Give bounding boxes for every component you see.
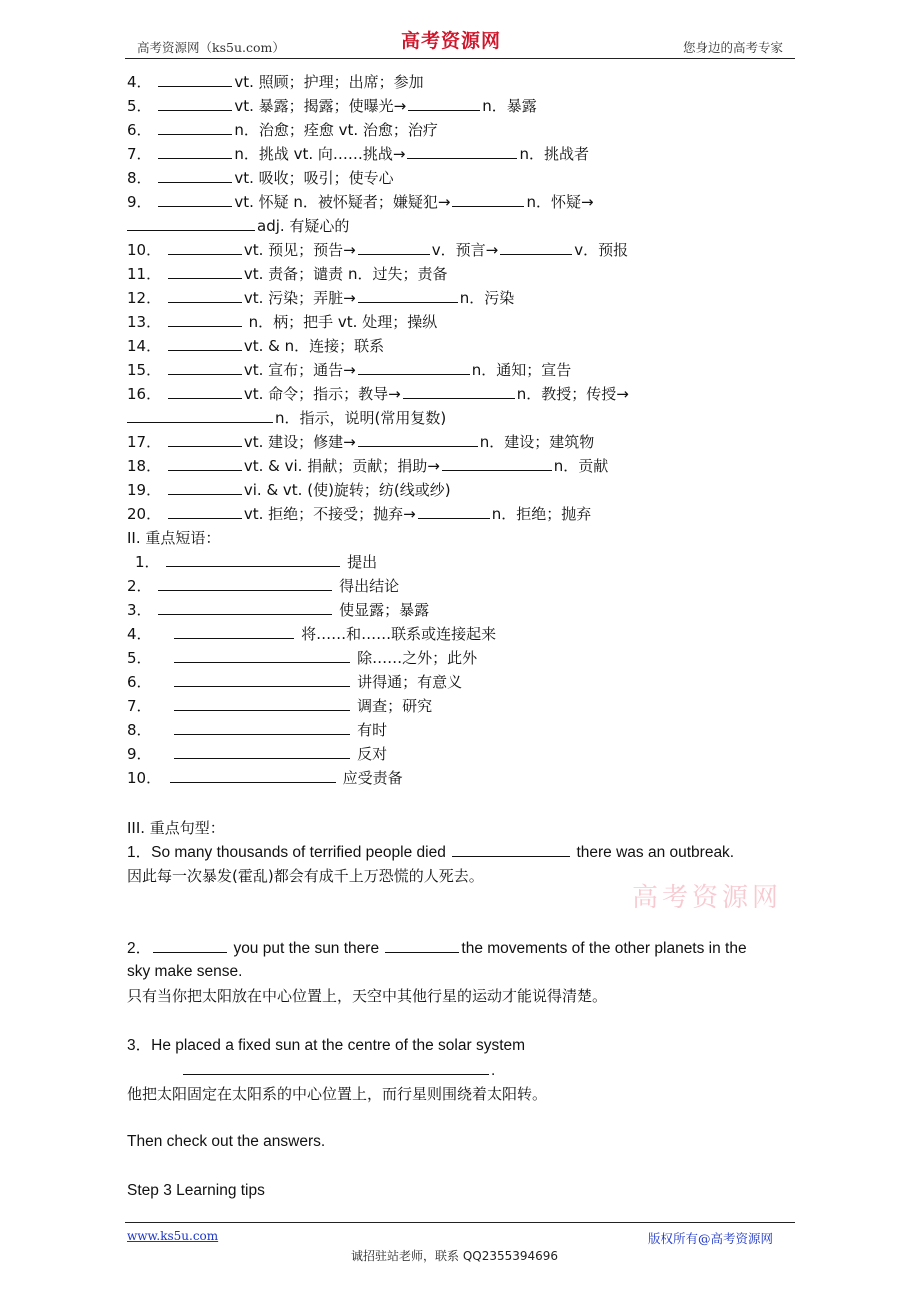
item-definition: n．挑战者 (519, 145, 589, 163)
vocab-item (127, 384, 629, 404)
answer-blank[interactable] (168, 360, 242, 375)
answer-blank[interactable] (127, 216, 255, 231)
item-definition: n．教授；传授→ (516, 385, 629, 403)
answer-blank[interactable] (153, 938, 227, 953)
item-definition: vi. & vt. (使)旋转；纺(线或纱) (243, 481, 451, 499)
item-number: 4． (127, 73, 152, 91)
answer-blank[interactable] (158, 600, 332, 615)
item-definition: v．预言→ (431, 241, 499, 259)
phrase-item (135, 552, 377, 572)
vocab-item-continuation (127, 408, 446, 428)
answer-blank[interactable] (168, 384, 242, 399)
item-number: 8． (127, 721, 152, 739)
page-header (125, 26, 795, 59)
answer-blank[interactable] (174, 624, 294, 639)
item-definition: vt. 污染；弄脏→ (243, 289, 356, 307)
vocab-item (127, 360, 571, 380)
phrase-item (127, 600, 429, 620)
vocab-item (127, 96, 537, 116)
answer-blank[interactable] (168, 240, 242, 255)
phrase-item (127, 696, 432, 716)
vocab-item (127, 432, 594, 452)
vocab-item (127, 72, 424, 92)
vocab-item (127, 288, 514, 308)
answer-blank[interactable] (500, 240, 572, 255)
item-number: 8． (127, 169, 152, 187)
answer-blank[interactable] (127, 408, 273, 423)
phrase-meaning: 使显露；暴露 (339, 601, 430, 619)
sentence-text: 1．So many thousands of terrified people died (127, 844, 446, 861)
answer-blank[interactable] (174, 720, 350, 735)
item-definition: n．怀疑→ (526, 193, 594, 211)
answer-blank[interactable] (158, 576, 332, 591)
item-number: 20． (127, 505, 162, 523)
item-definition: n．污染 (459, 289, 515, 307)
answer-blank[interactable] (407, 144, 517, 159)
vocab-item (127, 120, 438, 140)
answer-blank[interactable] (358, 432, 478, 447)
item-number: 15． (127, 361, 162, 379)
item-definition: n．指示，说明(常用复数) (275, 409, 447, 427)
phrase-item (127, 744, 387, 764)
item-number: 10． (127, 769, 162, 787)
item-number: 17． (127, 433, 162, 451)
item-number: 18． (127, 457, 162, 475)
answer-blank[interactable] (168, 288, 242, 303)
answer-blank[interactable] (174, 744, 350, 759)
item-number: 16． (127, 385, 162, 403)
item-definition: n．拒绝；抛弃 (491, 505, 592, 523)
sentence-text: the movements of the other planets in the (461, 940, 747, 957)
answer-blank[interactable] (452, 842, 570, 857)
item-definition: vt. 命令；指示；教导→ (243, 385, 401, 403)
item-number: 13． (127, 313, 162, 331)
vocab-item (127, 504, 591, 524)
phrase-meaning: 反对 (357, 745, 388, 763)
answer-blank[interactable] (158, 192, 232, 207)
item-number: 9． (127, 745, 152, 763)
item-definition: vt. 吸收；吸引；使专心 (234, 169, 394, 187)
answer-blank[interactable] (168, 264, 242, 279)
item-definition: vt. 拒绝；不接受；抛弃→ (243, 505, 416, 523)
item-number: 6． (127, 673, 152, 691)
item-number: 7． (127, 145, 152, 163)
answer-blank[interactable] (442, 456, 552, 471)
vocab-item (127, 240, 628, 260)
item-number: 6． (127, 121, 152, 139)
vocab-item (127, 168, 394, 188)
answer-blank[interactable] (385, 938, 459, 953)
header-logo: 高考资源网 (401, 30, 502, 52)
item-definition: n．暴露 (482, 97, 537, 115)
item-number: 4． (127, 625, 152, 643)
item-definition: vt. 照顾；护理；出席；参加 (234, 73, 424, 91)
answer-blank[interactable] (358, 240, 430, 255)
phrase-meaning: 应受责备 (342, 769, 403, 787)
item-definition: v．预报 (574, 241, 629, 259)
vocab-item (127, 456, 608, 476)
footer-copyright: 版权所有@高考资源网 (647, 1231, 773, 1246)
item-number: 10． (127, 241, 162, 259)
item-definition: vt. 责备；谴责 n．过失；责备 (243, 265, 448, 283)
phrase-item (127, 720, 387, 740)
answer-blank[interactable] (174, 696, 350, 711)
sentence-3-translation: 他把太阳固定在太阳系的中心位置上，而行星则围绕着太阳转。 (127, 1085, 548, 1103)
item-definition: vt. 怀疑 n．被怀疑者；嫌疑犯→ (234, 193, 451, 211)
phrase-meaning: 除……之外；此外 (357, 649, 478, 667)
answer-blank[interactable] (408, 96, 480, 111)
answer-blank[interactable] (168, 480, 242, 495)
item-definition: vt. 宣布；通告→ (243, 361, 356, 379)
sentence-2 (127, 938, 747, 959)
item-definition: n．治愈；痊愈 vt. 治愈；治疗 (234, 121, 438, 139)
item-definition: n．贡献 (553, 457, 609, 475)
answer-blank[interactable] (418, 504, 490, 519)
sentence-text: you put the sun there (233, 940, 380, 957)
sentence-text: there was an outbreak. (576, 844, 735, 861)
phrase-meaning: 将……和……联系或连接起来 (301, 625, 497, 643)
answer-blank[interactable] (170, 768, 336, 783)
phrase-item (127, 624, 496, 644)
answer-blank[interactable] (358, 360, 470, 375)
phrase-meaning: 调查；研究 (357, 697, 433, 715)
item-definition: vt. 建设；修建→ (243, 433, 356, 451)
item-number: 12． (127, 289, 162, 307)
sentence-3: 3．He placed a fixed sun at the centre of the solar system (127, 1037, 526, 1054)
sentence-3-answer-line (183, 1060, 495, 1081)
item-number: 9． (127, 193, 152, 211)
header-site-name: 高考资源网（ks5u.com） (137, 40, 285, 55)
answer-blank[interactable] (183, 1060, 489, 1075)
phrase-item (127, 768, 403, 788)
answer-blank[interactable] (158, 96, 232, 111)
page-footer (125, 1222, 795, 1263)
section-title-phrases: II. 重点短语： (127, 529, 221, 547)
sentence-1-translation: 因此每一次暴发(霍乱)都会有成千上万恐慌的人死去。 (127, 867, 484, 885)
answer-blank[interactable] (168, 336, 242, 351)
section-title-sentences: III. 重点句型： (127, 819, 225, 837)
answer-blank[interactable] (168, 504, 242, 519)
answer-blank[interactable] (358, 288, 458, 303)
item-number: 5． (127, 97, 152, 115)
item-definition: n．柄；把手 vt. 处理；操纵 (243, 313, 438, 331)
item-number: 19． (127, 481, 162, 499)
answer-blank[interactable] (158, 168, 232, 183)
item-definition: adj. 有疑心的 (257, 217, 350, 235)
vocab-item (127, 312, 437, 332)
item-number: 3． (127, 601, 152, 619)
answer-blank[interactable] (158, 120, 232, 135)
item-definition: n．建设；建筑物 (479, 433, 595, 451)
phrase-item (127, 648, 477, 668)
phrase-item (127, 576, 399, 596)
answer-blank[interactable] (168, 312, 242, 327)
vocab-item-continuation (127, 216, 349, 236)
watermark-logo: 高考资源网 (632, 883, 783, 913)
item-definition: n．挑战 vt. 向……挑战→ (234, 145, 406, 163)
vocab-item (127, 144, 589, 164)
answer-blank[interactable] (403, 384, 515, 399)
vocab-item (127, 480, 451, 500)
answer-blank[interactable] (168, 432, 242, 447)
phrase-item (127, 672, 462, 692)
item-number: 5． (127, 649, 152, 667)
phrase-meaning: 提出 (347, 553, 378, 571)
check-answers-text: Then check out the answers. (127, 1133, 326, 1150)
answer-blank[interactable] (168, 456, 242, 471)
phrase-meaning: 讲得通；有意义 (357, 673, 463, 691)
item-definition: vt. & n．连接；联系 (243, 337, 385, 355)
item-number: 11． (127, 265, 162, 283)
period: . (491, 1062, 496, 1079)
footer-contact: 诚招驻站老师，联系 QQ2355394696 (351, 1249, 559, 1263)
sentence-2-continuation: sky make sense. (127, 963, 243, 980)
item-definition: n．通知；宣告 (471, 361, 572, 379)
sentence-2-translation: 只有当你把太阳放在中心位置上，天空中其他行星的运动才能说得清楚。 (127, 987, 608, 1005)
vocab-item (127, 336, 384, 356)
phrase-meaning: 有时 (357, 721, 388, 739)
footer-website-link[interactable]: www.ks5u.com (127, 1229, 219, 1243)
item-number: 2． (127, 577, 152, 595)
item-number: 2． (127, 940, 152, 957)
answer-blank[interactable] (452, 192, 524, 207)
vocab-item (127, 192, 594, 212)
answer-blank[interactable] (166, 552, 340, 567)
answer-blank[interactable] (158, 72, 232, 87)
answer-blank[interactable] (158, 144, 232, 159)
item-definition: vt. 暴露；揭露；使曝光→ (234, 97, 407, 115)
vocab-item (127, 264, 447, 284)
header-slogan: 您身边的高考专家 (682, 40, 783, 55)
item-definition: vt. 预见；预告→ (243, 241, 356, 259)
step3-heading: Step 3 Learning tips (127, 1182, 265, 1199)
item-number: 7． (127, 697, 152, 715)
item-number: 1． (135, 553, 160, 571)
item-number: 14． (127, 337, 162, 355)
answer-blank[interactable] (174, 672, 350, 687)
sentence-1 (127, 842, 734, 863)
phrase-meaning: 得出结论 (339, 577, 400, 595)
item-definition: vt. & vi. 捐献；贡献；捐助→ (243, 457, 440, 475)
answer-blank[interactable] (174, 648, 350, 663)
